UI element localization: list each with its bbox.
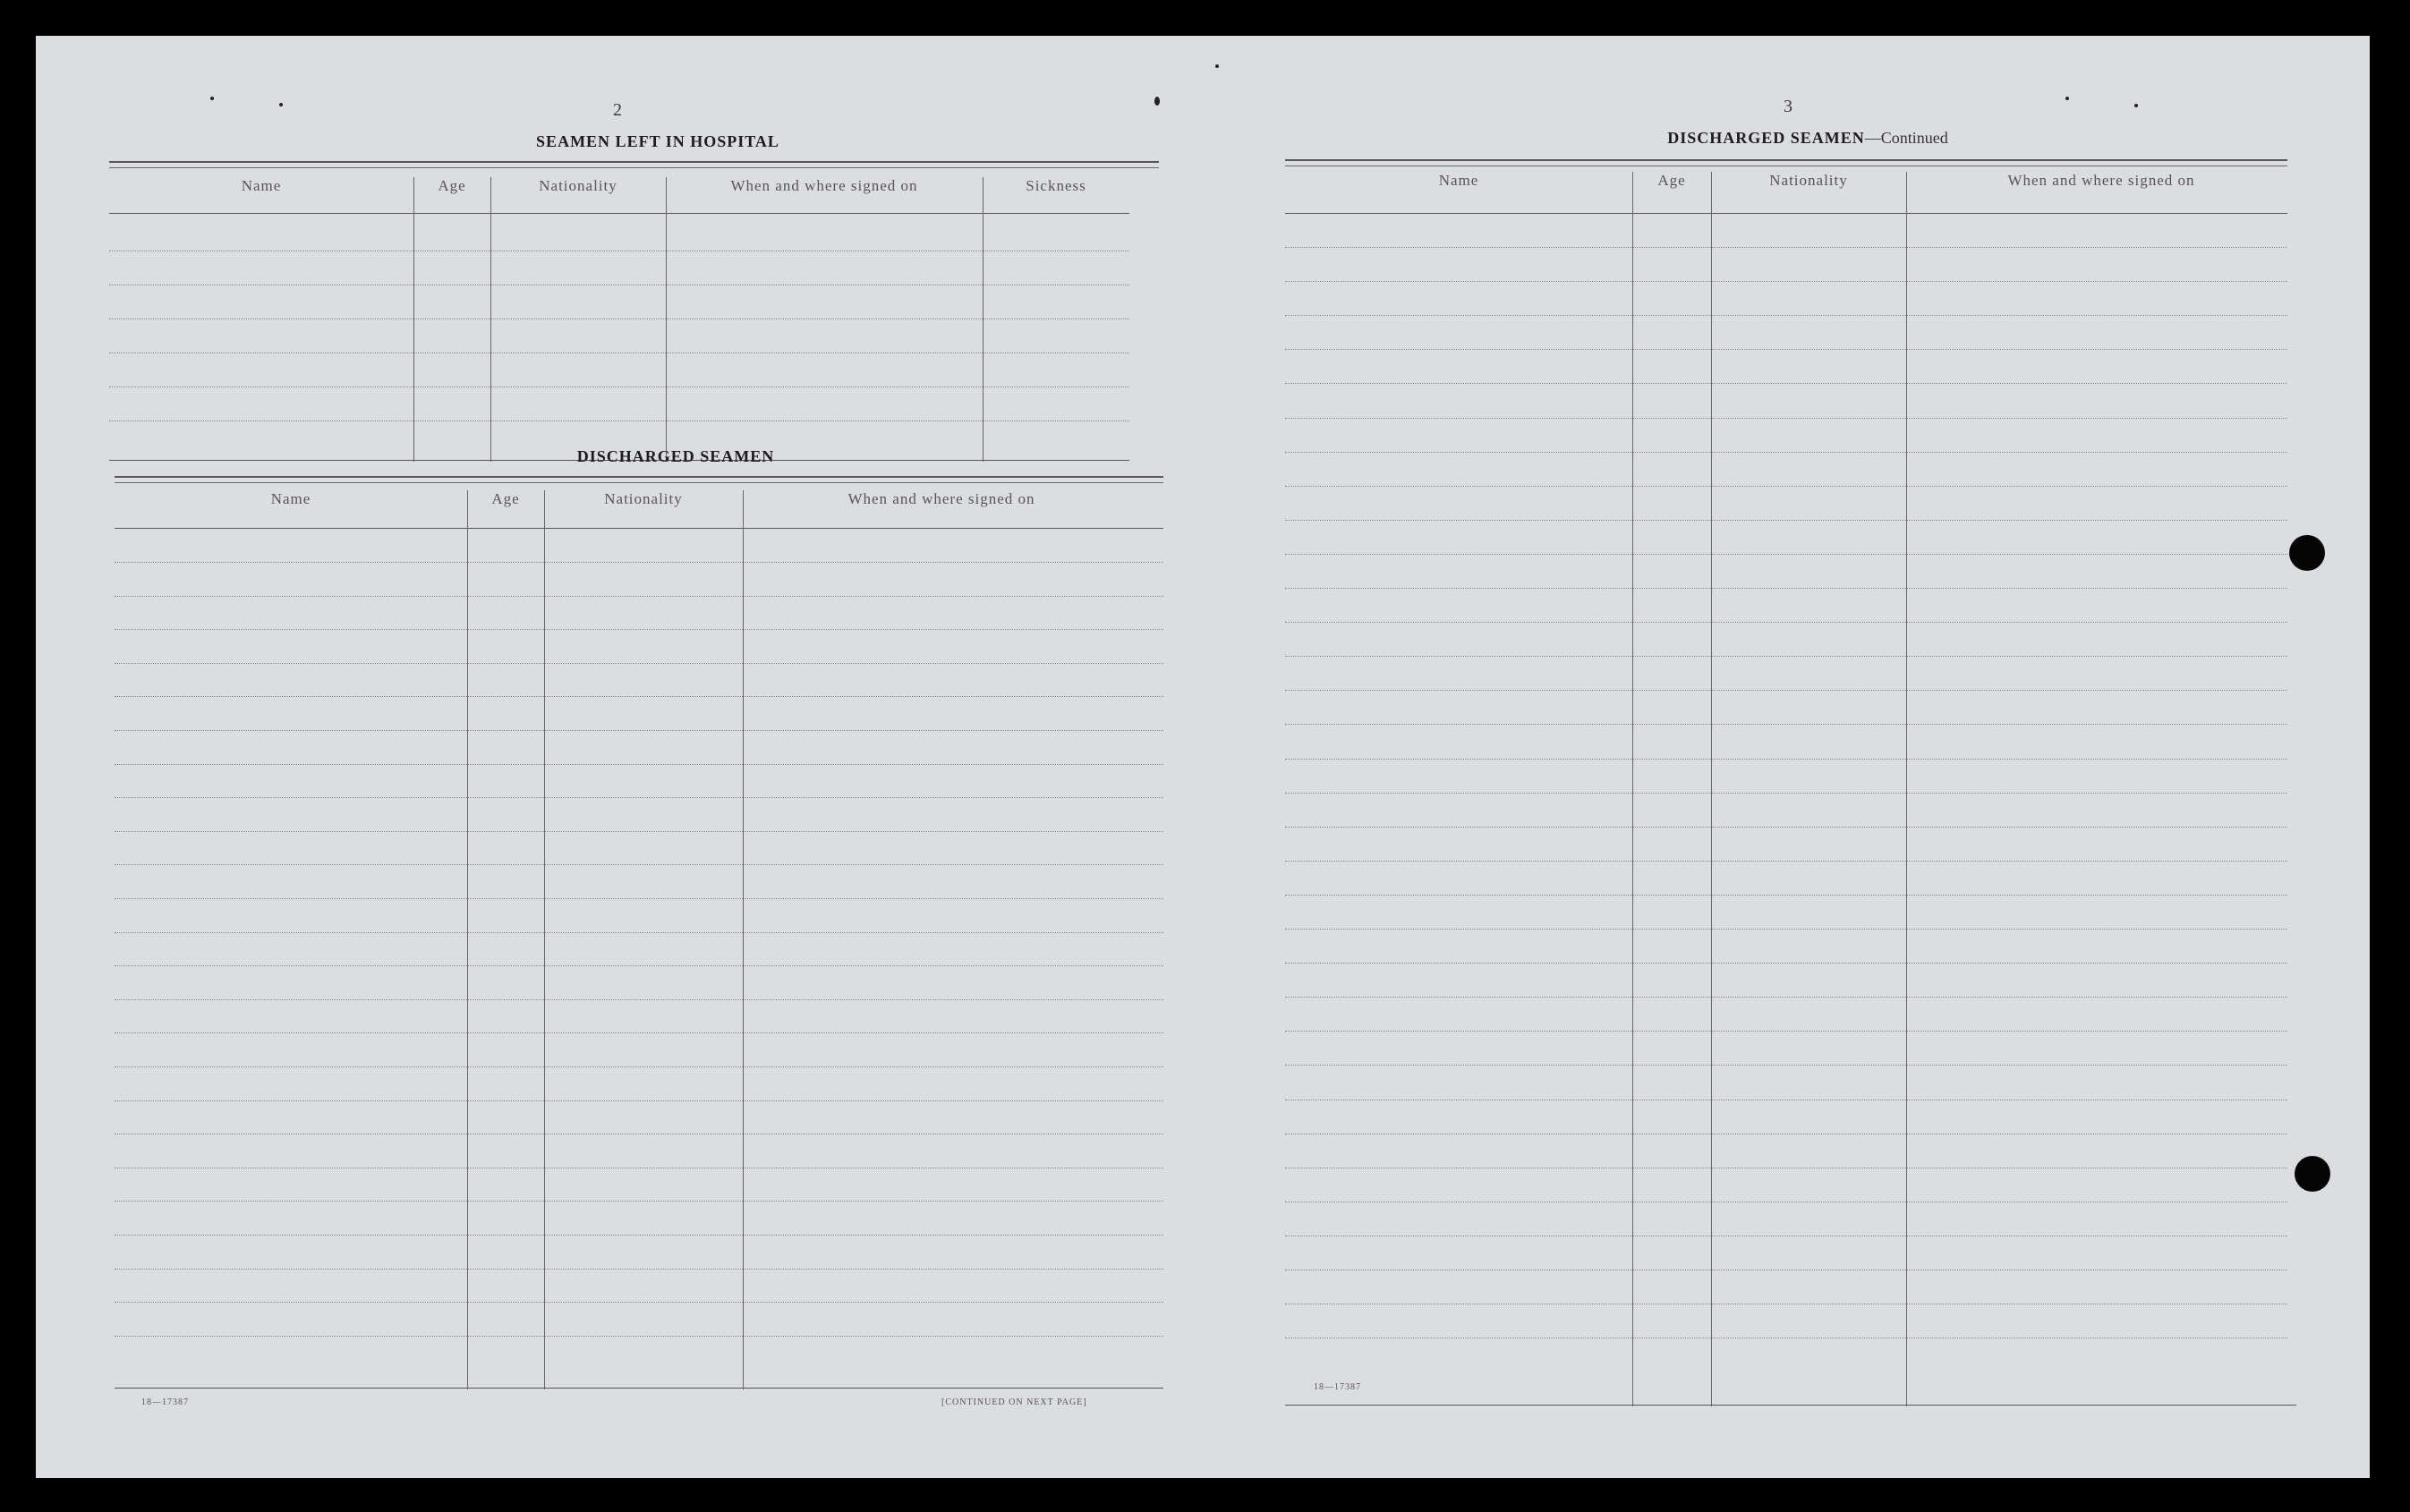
table-row-line <box>115 898 1163 899</box>
paper-speck <box>210 97 214 100</box>
form-sheet <box>36 36 2370 1478</box>
table-row-line <box>1285 724 2287 725</box>
continued-col-divider <box>1711 172 1712 1406</box>
table-row-line <box>115 1336 1163 1337</box>
table-row-line <box>1285 383 2287 384</box>
paper-speck <box>279 103 283 106</box>
discharged-bottom-rule <box>115 1388 1163 1389</box>
table-row-line <box>115 1032 1163 1033</box>
table-row-line <box>115 696 1163 697</box>
table-row-line <box>1285 1031 2287 1032</box>
table-row-line <box>1285 793 2287 794</box>
discharged-section-title: DISCHARGED SEAMEN <box>576 447 775 465</box>
table-row-line <box>115 629 1163 630</box>
table-row-line <box>1285 1065 2287 1066</box>
table-row-line <box>1285 588 2287 589</box>
hospital-col-divider <box>666 177 667 462</box>
continued-table <box>1285 172 2296 1420</box>
paper-speck <box>1215 64 1219 68</box>
table-row-line <box>1285 349 2287 350</box>
table-row-line <box>1285 963 2287 964</box>
table-row-line <box>115 999 1163 1000</box>
table-row-line <box>115 1302 1163 1303</box>
hospital-table <box>109 177 1129 462</box>
table-row-line <box>1285 622 2287 623</box>
table-row-line <box>1285 486 2287 487</box>
table-row-line <box>115 1201 1163 1202</box>
punch-hole <box>2295 1156 2330 1192</box>
discharged-col-nationality: Nationality <box>604 490 683 507</box>
hospital-col-divider <box>413 177 414 462</box>
discharged-col-signed-on: When and where signed on <box>847 490 1035 507</box>
discharged-col-age: Age <box>491 490 520 507</box>
discharged-col-divider <box>743 490 744 1389</box>
table-row-line <box>115 831 1163 832</box>
continued-title-suffix: —Continued <box>1864 129 1948 147</box>
table-row-line <box>1285 315 2287 316</box>
table-row-line <box>1285 929 2287 930</box>
table-row-line <box>115 932 1163 933</box>
discharged-col-divider <box>544 490 545 1389</box>
table-row-line <box>1285 827 2287 828</box>
paper-speck <box>1154 97 1160 106</box>
hospital-header-rule <box>109 213 1129 214</box>
table-row-line <box>1285 554 2287 555</box>
table-row-line <box>1285 418 2287 419</box>
continued-bottom-rule <box>1285 1405 2296 1406</box>
table-row-line <box>115 663 1163 664</box>
hospital-col-sickness: Sickness <box>1026 177 1086 194</box>
hospital-top-rule <box>109 161 1159 168</box>
right-form-number: 18—17387 <box>1314 1382 1361 1392</box>
table-row-line <box>115 562 1163 563</box>
hospital-col-name: Name <box>241 177 282 194</box>
hospital-col-age: Age <box>438 177 466 194</box>
table-row-line <box>1285 690 2287 691</box>
table-row-line <box>115 730 1163 731</box>
table-row-line <box>1285 997 2287 998</box>
continued-col-nationality: Nationality <box>1769 172 1848 189</box>
punch-hole <box>2289 535 2325 571</box>
hospital-row-line <box>109 386 1129 387</box>
hospital-section-title: SEAMEN LEFT IN HOSPITAL <box>536 132 779 150</box>
hospital-col-divider <box>983 177 984 462</box>
continued-col-signed-on: When and where signed on <box>2007 172 2195 189</box>
table-row-line <box>115 1100 1163 1101</box>
table-row-line <box>115 1066 1163 1067</box>
table-row-line <box>115 1235 1163 1236</box>
table-row-line <box>1285 861 2287 862</box>
table-row-line <box>1285 656 2287 657</box>
paper-speck <box>2065 97 2069 100</box>
table-row-line <box>115 965 1163 966</box>
continued-col-divider <box>1632 172 1633 1406</box>
hospital-col-divider <box>490 177 491 462</box>
hospital-col-signed-on: When and where signed on <box>730 177 918 194</box>
table-row-line <box>1285 452 2287 453</box>
discharged-col-name: Name <box>270 490 311 507</box>
table-row-line <box>115 1269 1163 1270</box>
continued-col-divider <box>1906 172 1907 1406</box>
continued-title-main: DISCHARGED SEAMEN <box>1667 129 1865 147</box>
hospital-row-line <box>109 420 1129 421</box>
continued-col-age: Age <box>1657 172 1686 189</box>
table-row-line <box>1285 520 2287 521</box>
continued-note: [CONTINUED ON NEXT PAGE] <box>941 1397 1087 1407</box>
paper-speck <box>2134 104 2138 107</box>
continued-section-title <box>1557 129 2058 148</box>
discharged-header-rule <box>115 528 1163 529</box>
right-top-rule <box>1285 159 2287 166</box>
left-form-number: 18—17387 <box>141 1397 189 1407</box>
table-row-line <box>115 864 1163 865</box>
table-row-line <box>115 596 1163 597</box>
discharged-table <box>115 490 1163 1389</box>
continued-col-name: Name <box>1438 172 1479 189</box>
table-row-line <box>115 764 1163 765</box>
left-page-number: 2 <box>613 100 622 120</box>
table-row-line <box>1285 759 2287 760</box>
table-row-line <box>1285 247 2287 248</box>
right-page-number: 3 <box>1784 97 1793 116</box>
discharged-top-rule <box>115 476 1163 483</box>
table-row-line <box>115 797 1163 798</box>
hospital-col-nationality: Nationality <box>539 177 617 194</box>
table-row-line <box>1285 281 2287 282</box>
discharged-col-divider <box>467 490 468 1389</box>
table-row-line <box>1285 895 2287 896</box>
continued-header-rule <box>1285 213 2287 214</box>
